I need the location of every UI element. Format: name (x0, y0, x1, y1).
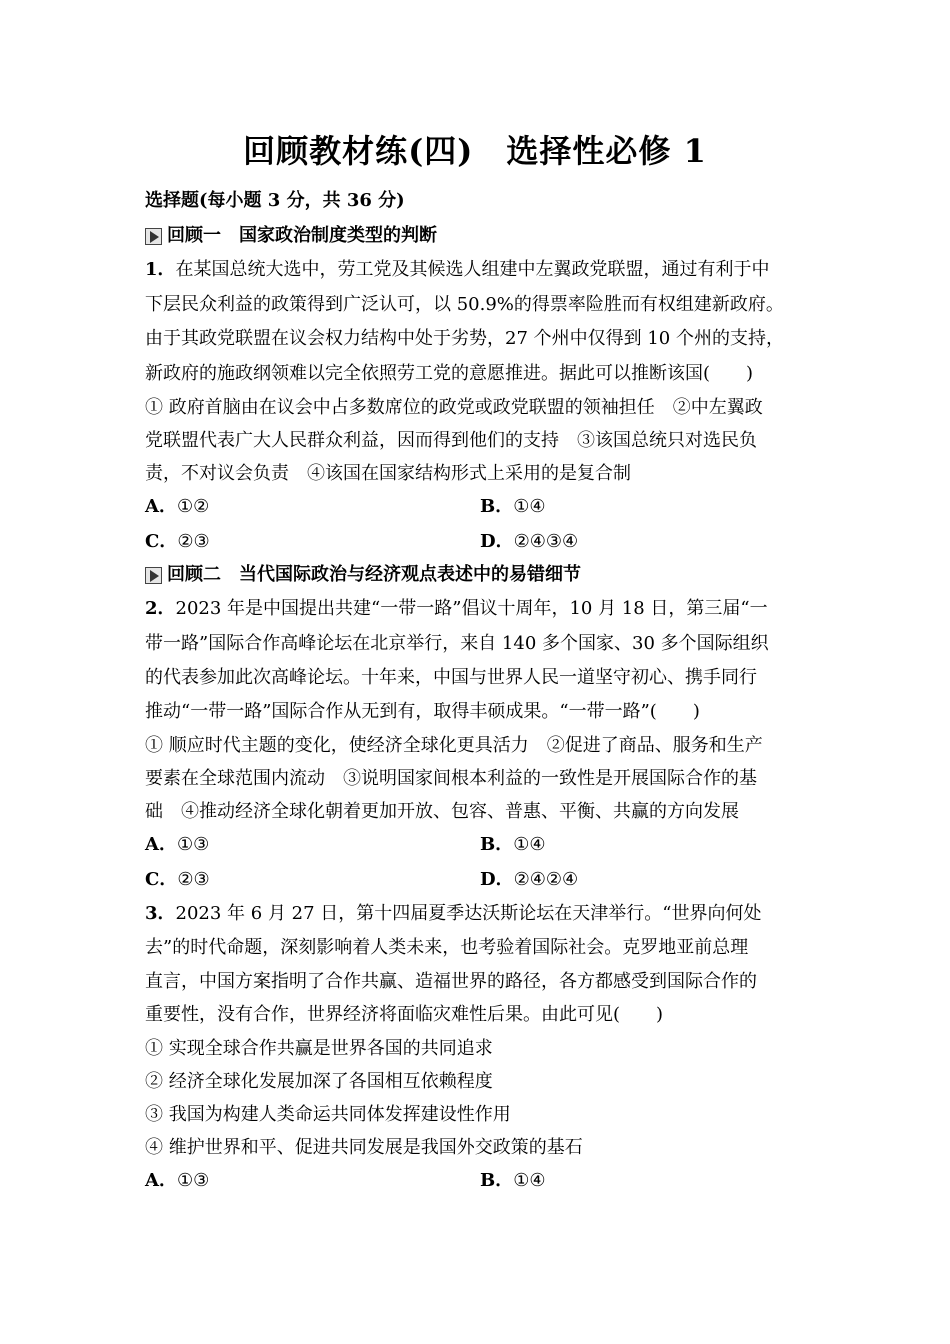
question-1-option-c[interactable] (145, 531, 210, 553)
section-header-2 (145, 564, 581, 586)
question-3-line-4: 重要性，没有合作，世界经济将面临灾难性后果。由此可见( ) (145, 1004, 664, 1025)
question-2-line-1 (145, 598, 768, 620)
section-label: 回顾一 国家政治制度类型的判断 (167, 225, 437, 246)
option-text: ②③ (177, 869, 210, 890)
question-1-statement-2: 党联盟代表广大人民群众利益，因而得到他们的支持 ③该国总统只对选民负 (145, 430, 757, 451)
option-text: ①④ (513, 834, 546, 855)
question-1-option-b[interactable] (480, 496, 546, 518)
question-3-line-1 (145, 903, 762, 925)
question-3-line-2: 去”的时代命题，深刻影响着人类未来，也考验着国际社会。克罗地亚前总理 (145, 937, 749, 958)
option-letter: D． (480, 869, 514, 890)
question-2-option-d[interactable] (480, 869, 578, 891)
option-text: ①④ (513, 496, 546, 517)
question-2-statement-3: 础 ④推动经济全球化朝着更加开放、包容、普惠、平衡、共赢的方向发展 (145, 801, 739, 822)
option-letter: C． (145, 531, 178, 552)
question-1-option-a[interactable] (145, 496, 209, 518)
question-3-statement-3: ③ 我国为构建人类命运共同体发挥建设性作用 (145, 1104, 511, 1125)
option-text: ①③ (176, 834, 210, 855)
question-1-line-4: 新政府的施政纲领难以完全依照劳工党的意愿推进。据此可以推断该国( ) (145, 363, 754, 384)
question-text: 2023 年 6 月 27 日，第十四届夏季达沃斯论坛在天津举行。“世界向何处 (175, 903, 762, 924)
option-text: ②④③④ (513, 531, 579, 552)
question-3-line-3: 直言，中国方案指明了合作共赢、造福世界的路径，各方都感受到国际合作的 (145, 971, 757, 992)
question-2-line-3: 的代表参加此次高峰论坛。十年来，中国与世界人民一道坚守初心、携手同行 (145, 667, 757, 688)
question-2-option-c[interactable] (145, 869, 210, 891)
question-text: 在某国总统大选中，劳工党及其候选人组建中左翼政党联盟，通过有利于中 (175, 259, 770, 280)
option-letter: B． (480, 1170, 514, 1191)
question-1-line-3: 由于其政党联盟在议会权力结构中处于劣势，27 个州中仅得到 10 个州的支持， (145, 328, 784, 349)
question-1-option-d[interactable] (480, 531, 578, 553)
question-2-statement-1: ① 顺应时代主题的变化，使经济全球化更具活力 ②促进了商品、服务和生产 (145, 735, 763, 756)
question-3-statement-2: ② 经济全球化发展加深了各国相互依赖程度 (145, 1071, 493, 1092)
option-letter: C． (145, 869, 178, 890)
question-number: 1． (145, 259, 176, 280)
question-2-option-a[interactable] (145, 834, 209, 856)
question-1-statement-1: ① 政府首脑由在议会中占多数席位的政党或政党联盟的领袖担任 ②中左翼政 (145, 397, 763, 418)
option-letter: A． (145, 834, 177, 855)
question-3-statement-1: ① 实现全球合作共赢是世界各国的共同追求 (145, 1038, 493, 1059)
question-2-line-2: 带一路”国际合作高峰论坛在北京举行，来自 140 多个国家、30 多个国际组织 (145, 633, 769, 654)
option-letter: B． (480, 496, 514, 517)
play-triangle-icon (145, 228, 162, 245)
question-number: 3． (145, 903, 176, 924)
option-letter: A． (145, 1170, 177, 1191)
question-1-line-2: 下层民众利益的政策得到广泛认可，以 50.9%的得票率险胜而有权组建新政府。 (145, 294, 784, 315)
option-text: ②④②④ (513, 869, 579, 890)
play-triangle-icon (145, 567, 162, 584)
option-letter: B． (480, 834, 514, 855)
option-letter: A． (145, 496, 177, 517)
question-number: 2． (145, 598, 176, 619)
question-2-option-b[interactable] (480, 834, 546, 856)
option-text: ②③ (177, 531, 210, 552)
section-label: 回顾二 当代国际政治与经济观点表述中的易错细节 (167, 564, 581, 585)
question-3-statement-4: ④ 维护世界和平、促进共同发展是我国外交政策的基石 (145, 1137, 583, 1158)
question-3-option-a[interactable] (145, 1170, 209, 1192)
section-intro: 选择题(每小题 3 分，共 36 分) (145, 190, 405, 211)
question-2-statement-2: 要素在全球范围内流动 ③说明国家间根本利益的一致性是开展国际合作的基 (145, 768, 757, 789)
question-1-statement-3: 责，不对议会负责 ④该国在国家结构形式上采用的是复合制 (145, 463, 631, 484)
option-letter: D． (480, 531, 514, 552)
page-title: 回顾教材练(四) 选择性必修 1 (243, 132, 707, 170)
option-text: ①③ (176, 1170, 210, 1191)
question-1-line-1 (145, 259, 770, 281)
question-text: 2023 年是中国提出共建“一带一路”倡议十周年，10 月 18 日，第三届“一 (175, 598, 768, 619)
option-text: ①② (176, 496, 210, 517)
option-text: ①④ (513, 1170, 546, 1191)
question-3-option-b[interactable] (480, 1170, 546, 1192)
section-header-1 (145, 225, 437, 247)
question-2-line-4: 推动“一带一路”国际合作从无到有，取得丰硕成果。“一带一路”( ) (145, 701, 700, 722)
